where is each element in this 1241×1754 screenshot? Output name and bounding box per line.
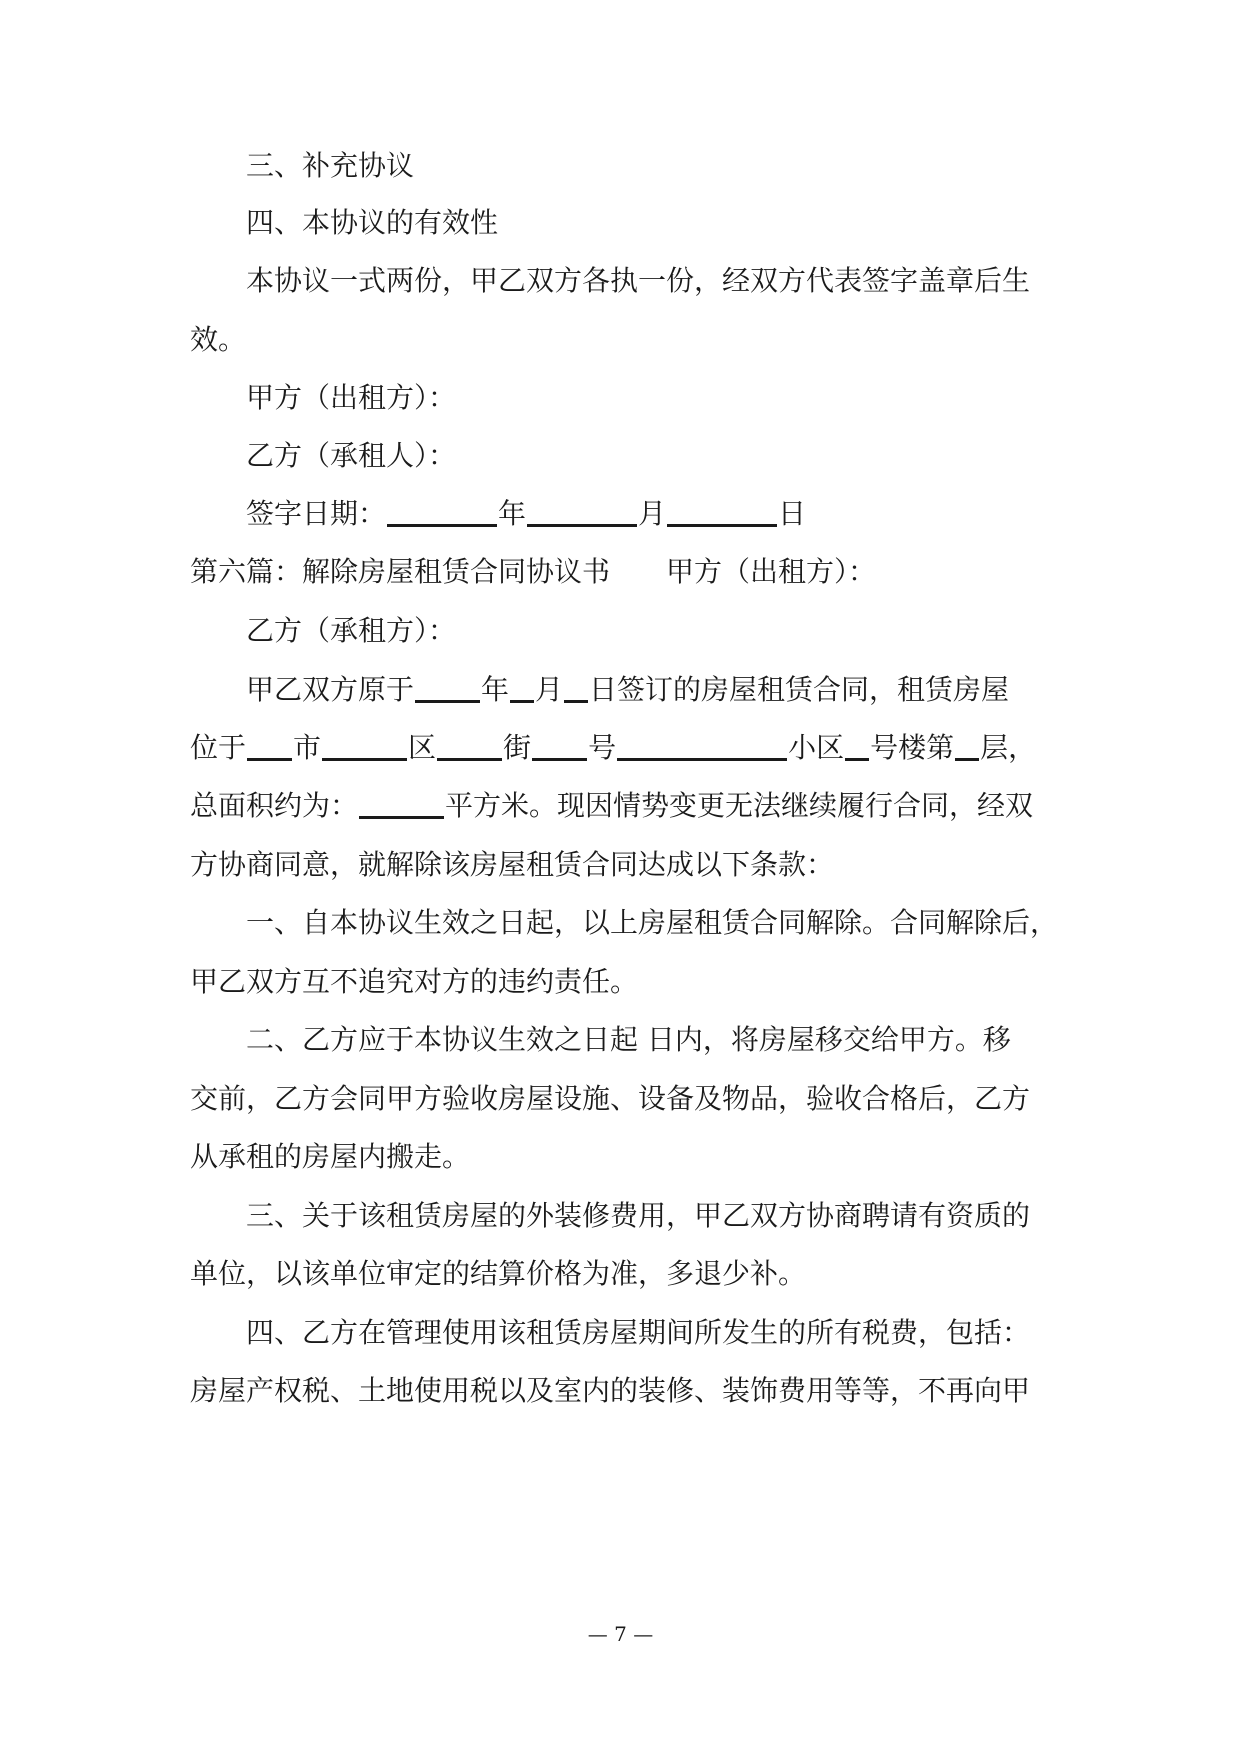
blank-line <box>247 732 292 761</box>
page-number: — 7 — <box>587 1622 654 1646</box>
text-line: 位于 市 区 街 号 小区 号楼第 层， <box>190 731 1037 764</box>
blank-line <box>667 498 777 527</box>
blank-line <box>437 732 502 761</box>
text-line: 甲方（出租方）： <box>246 381 457 414</box>
text-line: 从承租的房屋内搬走。 <box>190 1140 471 1173</box>
blank-line <box>532 732 587 761</box>
section-heading-line: 第六篇：解除房屋租赁合同协议书 甲方（出租方）： <box>190 555 877 588</box>
text-line: 一、自本协议生效之日起，以上房屋租赁合同解除。合同解除后， <box>246 906 1059 939</box>
text-line: 本协议一式两份，甲乙双方各执一份，经双方代表签字盖章后生 <box>246 264 1031 297</box>
blank-line <box>387 498 497 527</box>
text-line: 三、补充协议 <box>246 149 415 182</box>
text-line: 乙方（承租人）： <box>246 439 457 472</box>
text-line: 四、本协议的有效性 <box>246 206 499 239</box>
text-line: 房屋产权税、土地使用税以及室内的装修、装饰费用等等，不再向甲 <box>190 1374 1031 1407</box>
blank-line <box>845 732 869 761</box>
blank-line <box>415 674 480 703</box>
blank-line <box>322 732 407 761</box>
blank-line <box>564 674 588 703</box>
blank-line <box>955 732 979 761</box>
text-line: 甲乙双方原于 年 月 日签订的房屋租赁合同，租赁房屋 <box>246 673 1010 706</box>
text-line: 交前，乙方会同甲方验收房屋设施、设备及物品，验收合格后，乙方 <box>190 1082 1031 1115</box>
blank-line <box>510 674 534 703</box>
blank-line <box>359 790 444 819</box>
text-line: 单位，以该单位审定的结算价格为准，多退少补。 <box>190 1257 807 1290</box>
blank-line <box>617 732 787 761</box>
signature-date-line: 签字日期： 年 月 日 <box>246 497 807 530</box>
text-line: 二、乙方应于本协议生效之日起 日内，将房屋移交给甲方。移 <box>246 1023 1011 1056</box>
section-title: 第六篇：解除房屋租赁合同协议书 <box>190 555 611 588</box>
text-line: 方协商同意，就解除该房屋租赁合同达成以下条款： <box>190 848 835 881</box>
blank-line <box>527 498 637 527</box>
text-line: 乙方（承租方）： <box>246 614 457 647</box>
text-line: 三、关于该租赁房屋的外装修费用，甲乙双方协商聘请有资质的 <box>246 1199 1031 1232</box>
text-line: 四、乙方在管理使用该租赁房屋期间所发生的所有税费，包括： <box>246 1316 1031 1349</box>
text-line: 甲乙双方互不追究对方的违约责任。 <box>190 965 639 998</box>
text-line: 效。 <box>190 323 247 356</box>
text-line: 总面积约为： 平方米。现因情势变更无法继续履行合同，经双 <box>190 789 1034 822</box>
